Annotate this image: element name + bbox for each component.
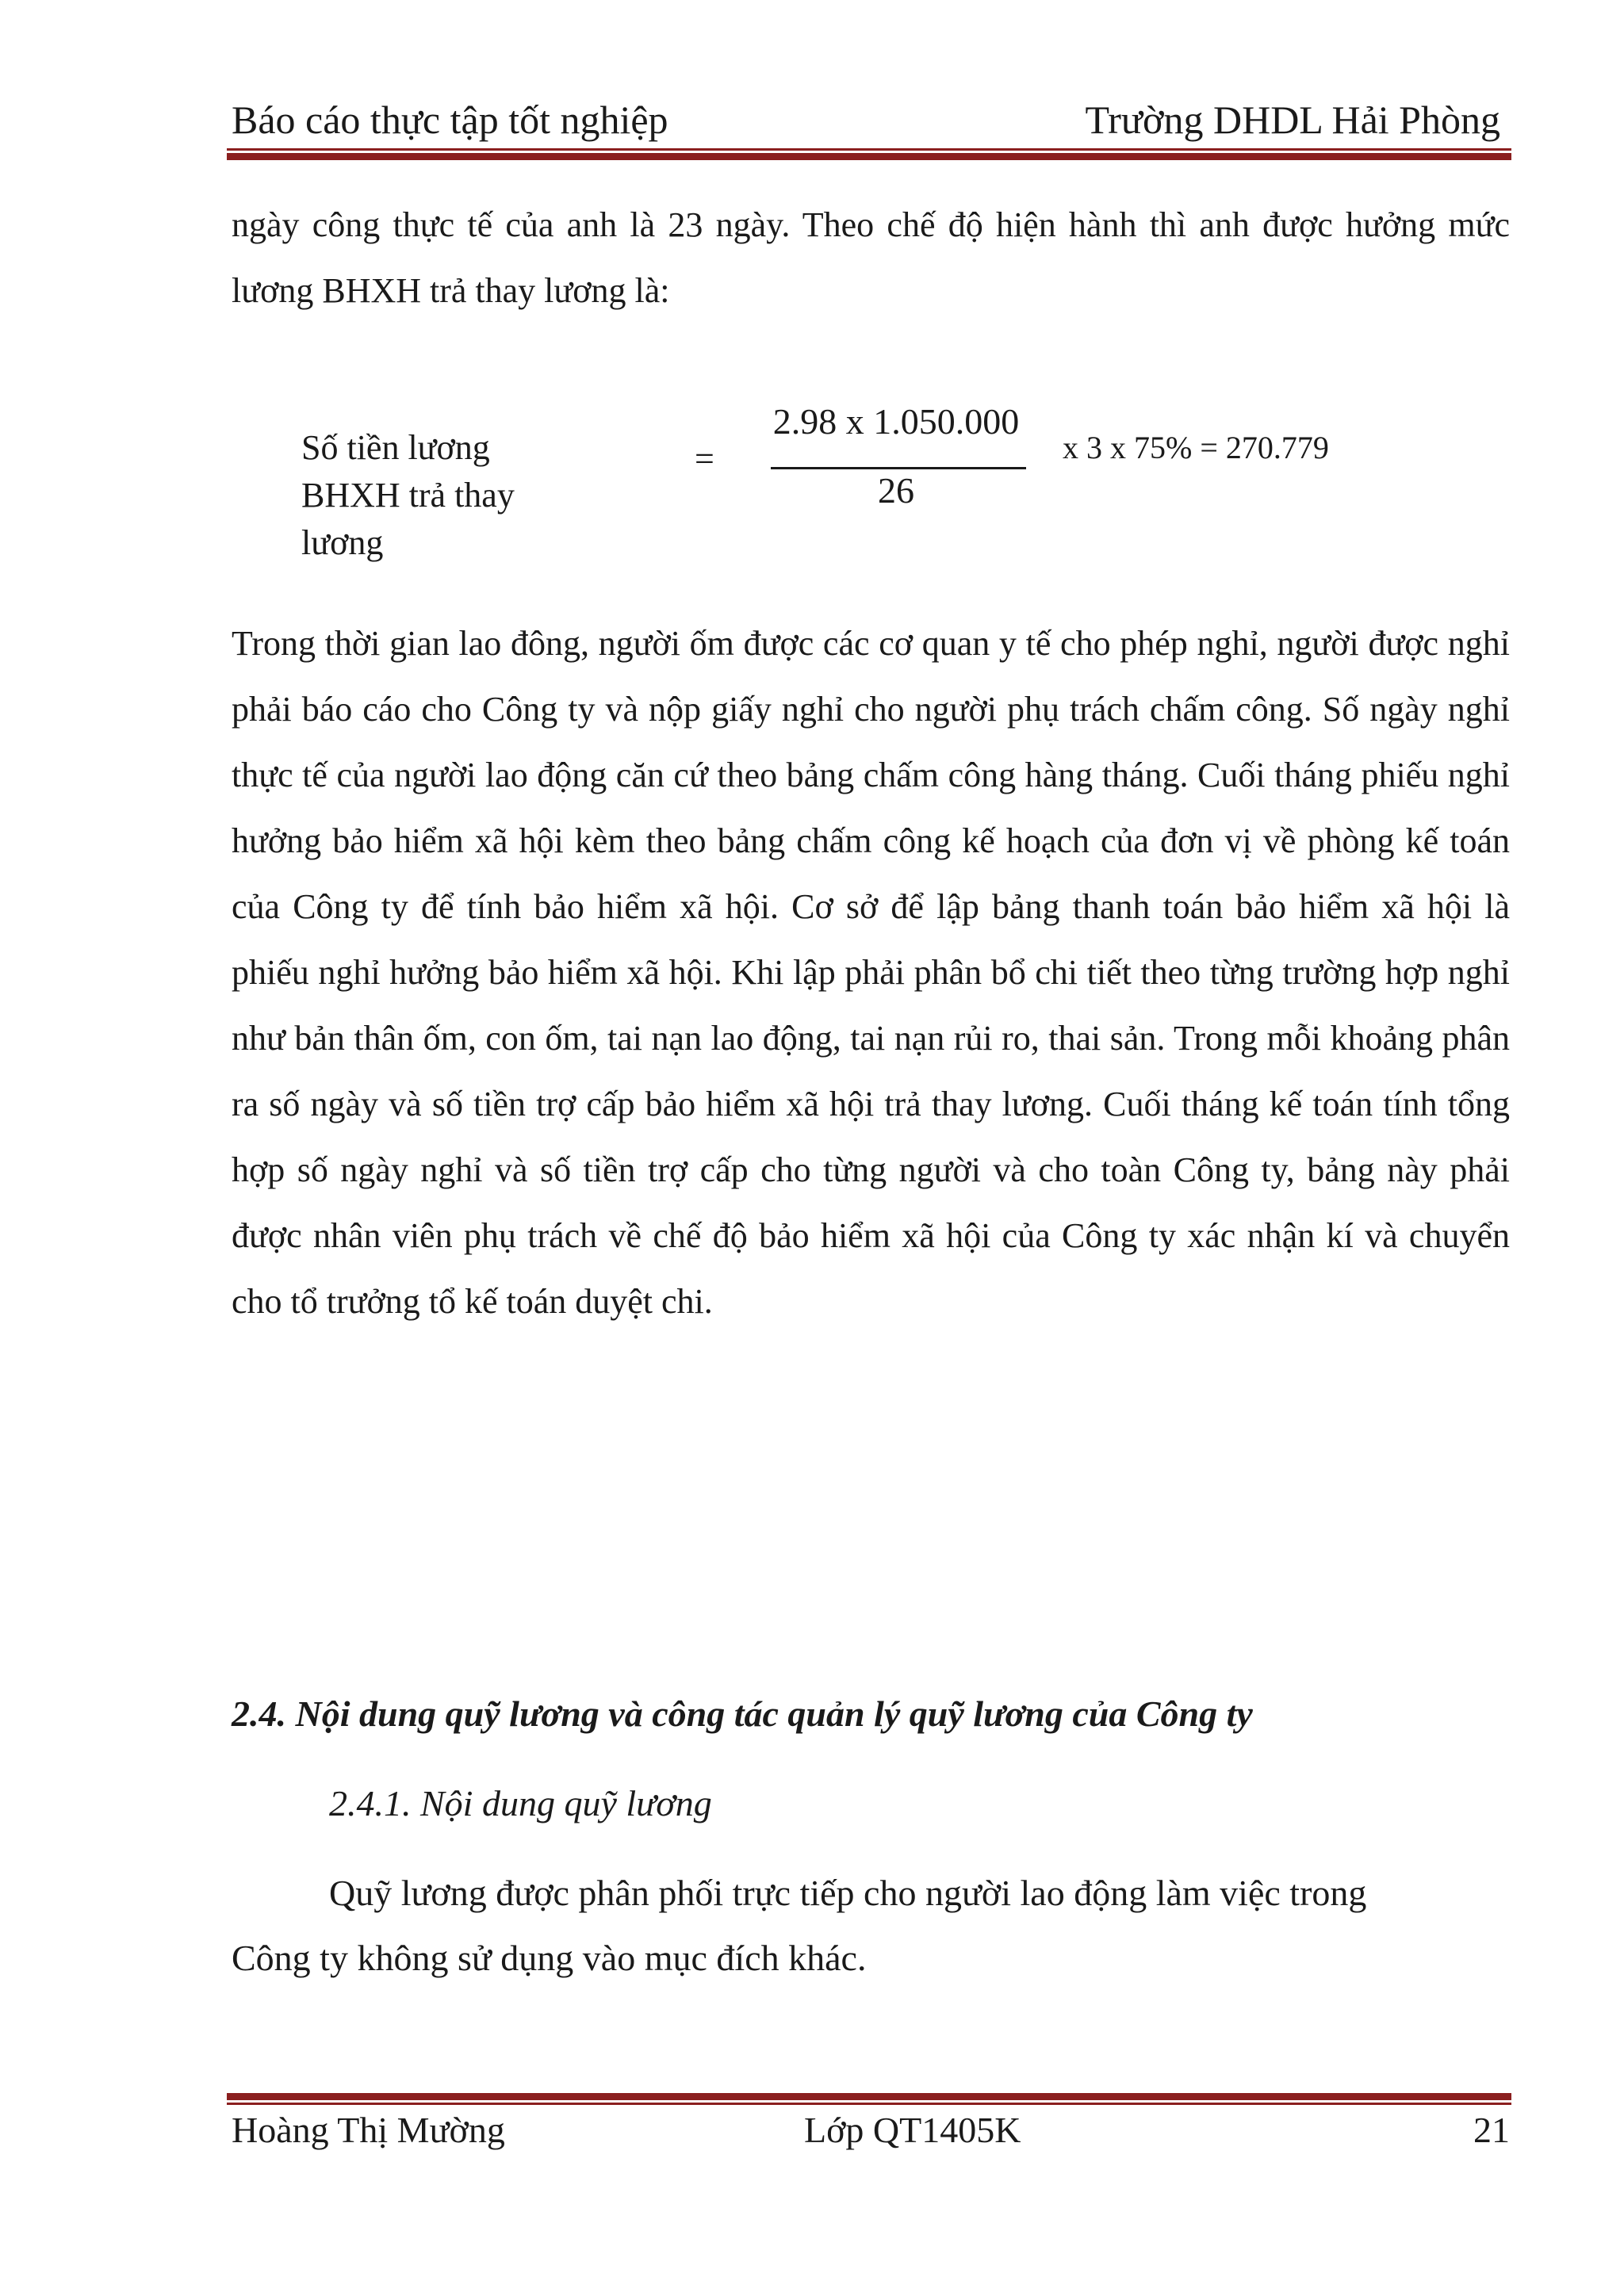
formula-denominator: 26: [878, 470, 914, 511]
header-rule-thin: [227, 148, 1511, 151]
footer-rule-thin: [227, 2103, 1511, 2105]
header-school-name: Trường DHDL Hải Phòng: [1085, 98, 1500, 142]
page-number: 21: [1473, 2110, 1510, 2150]
section-heading: 2.4. Nội dung quỹ lương và công tác quản lý quỹ lương của Công ty: [232, 1693, 1253, 1734]
body-paragraph: [232, 610, 1510, 1334]
subsection-paragraph-text: Quỹ lương được phân phối trực tiếp cho người lao động làm việc trong Công ty không sử dụng vào mục đích khác.: [232, 1873, 1367, 1978]
footer-rule-thick: [227, 2093, 1511, 2100]
formula-label: Số tiền lương BHXH trả thay lương: [301, 428, 515, 562]
footer-author: Hoàng Thị Mường: [232, 2110, 505, 2150]
intro-paragraph-text: ngày công thực tế của anh là 23 ngày. Theo chế độ hiện hành thì anh được hưởng mức lương BHXH trả thay lương là:: [232, 205, 1510, 310]
formula-numerator: 2.98 x 1.050.000: [772, 401, 1020, 442]
intro-paragraph: [232, 192, 1510, 323]
formula-equals: =: [695, 439, 714, 478]
formula-result: x 3 x 75% = 270.779: [1063, 430, 1329, 465]
footer-class: Lớp QT1405K: [804, 2110, 1021, 2150]
subsection-heading: 2.4.1. Nội dung quỹ lương: [329, 1783, 712, 1823]
body-paragraph-text: Trong thời gian lao đông, người ốm được các cơ quan y tế cho phép nghỉ, người được nghỉ phải báo cáo cho Công ty và nộp giấy nghỉ cho người phụ trách chấm công. Số ngày nghỉ thực tế của người lao động căn cứ theo bảng chấm công hàng tháng. Cuối tháng phiếu nghỉ hưởng bảo hiểm xã hội kèm theo bảng chấm công kế hoạch của đơn vị về phòng kế toán của Công ty để tính bảo hiểm xã hội. Cơ sở để lập bảng thanh toán bảo hiểm xã hội là phiếu nghỉ hưởng bảo hiểm xã hội. Khi lập phải phân bổ chi tiết theo từng trường hợp nghỉ như bản thân ốm, con ốm, tai nạn lao động, tai nạn rủi ro, thai sản. Trong mỗi khoảng phân ra số ngày và số tiền trợ cấp bảo hiểm xã hội trả thay lương. Cuối tháng kế toán tính tổng hợp số ngày nghỉ và số tiền trợ cấp cho từng người và cho toàn Công ty, bảng này phải được nhân viên phụ trách về chế độ bảo hiểm xã hội của Công ty xác nhận kí và chuyển cho tổ trưởng tổ kế toán duyệt chi.: [232, 624, 1510, 1321]
header-rule-thick: [227, 153, 1511, 160]
header-report-title: Báo cáo thực tập tốt nghiệp: [232, 98, 668, 142]
subsection-paragraph: [232, 1861, 1437, 1991]
